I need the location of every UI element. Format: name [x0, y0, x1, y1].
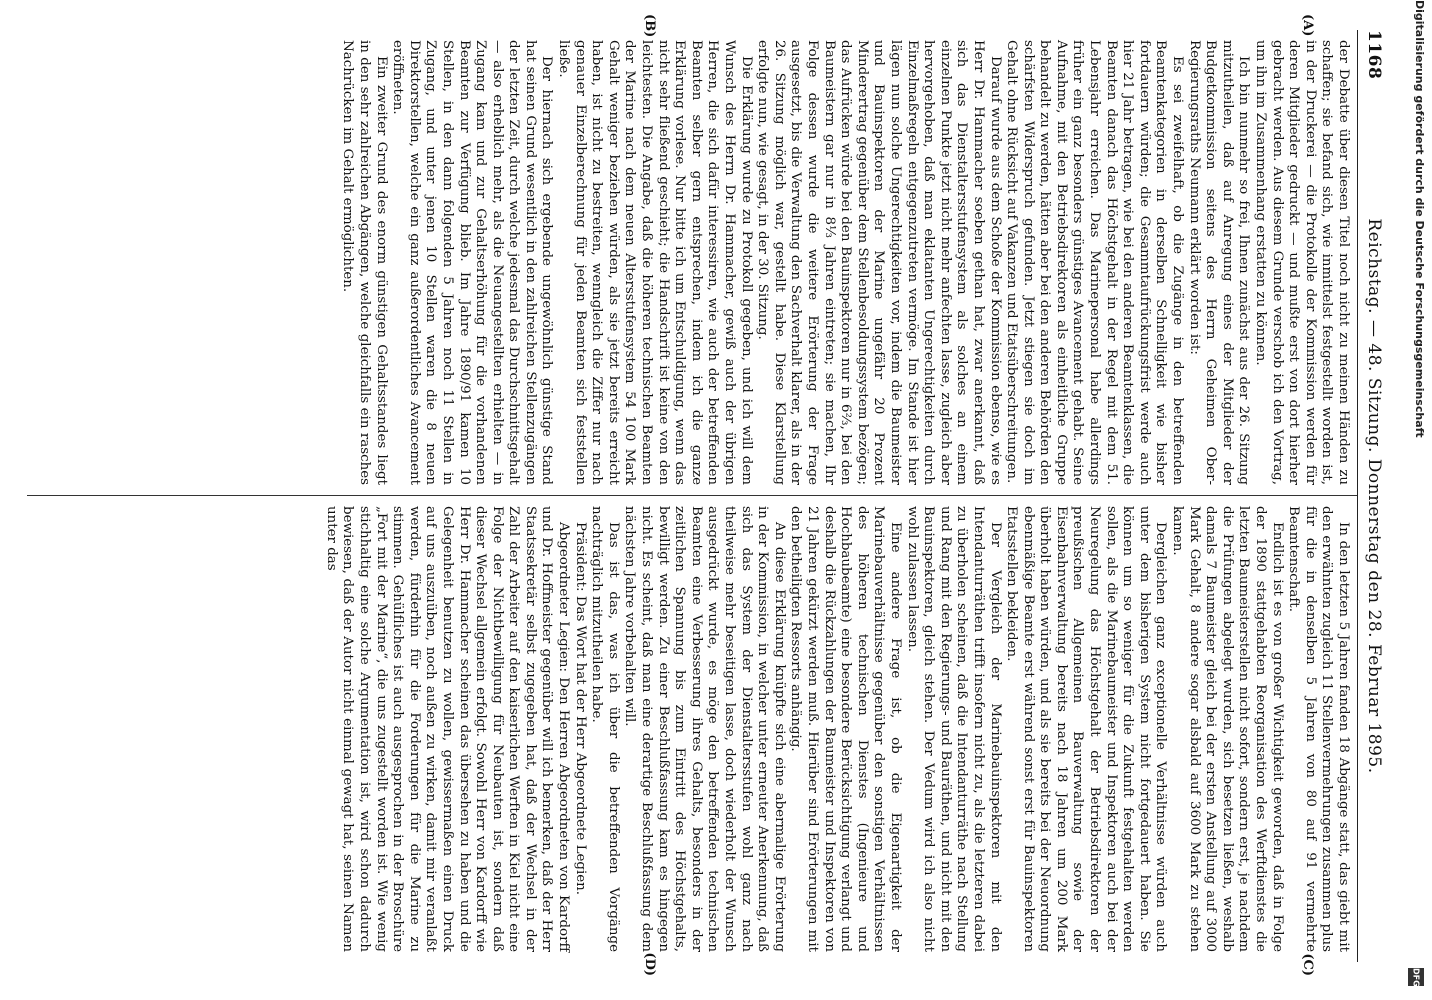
right-column	[27, 496, 1357, 962]
running-title: Reichstag. — 48. Sitzung. Donnerstag den 28. Februar 1895.	[1364, 218, 1384, 774]
paragraph: Ein zweiter Grund des enorm günstigen Gehaltsstandes liegt in den sehr zahlreichen Abgängen, welche gleichfalls ein rasches Nachrücken im Gehalt ermöglichten.	[340, 40, 389, 485]
page-header	[1357, 30, 1392, 962]
paragraph: Dergleichen ganz exceptionelle Verhältnisse würden auch unter dem bisherigen System nicht fortgedauert haben. Sie können um so weniger für die Zukunft festgehalten werden sollen, als die Marinebaumeister und Inspektoren auch bei der Neuregelung das Höchstgehalt der Betriebsdirektoren der preußischen Allgemeinen Bauverwaltung sowie der Eisenbahnverwaltung bereits nach 18 Jahren um 200 Mark überholt haben würden, und als sie bereits bei der Neuordnung ebenmäßige Beamte erst während sonst erst für Bauinspektoren Etatsstellen bekleiden.	[1004, 506, 1169, 952]
margin-marker-a: (A)	[1300, 14, 1315, 37]
digitization-credit	[1406, 0, 1426, 1000]
paragraph: der Debatte über diesen Titel noch nicht zu meinen Händen zu schaffen; sie befand sich, wie inmittelst festgestellt worden ist, in der Druckerei — die Protokolle der Kommission werden für deren Mitglieder gedruckt — und mußte erst von dort hierher gebracht werden. Aus diesem Grunde verschob ich den Vortrag, um ihn im Zusammenhang erstatten zu können.	[1253, 40, 1351, 485]
paragraph: An diese Erklärung knüpfte sich eine abermalige Erörterung in der Kommission, in welcher unter erneuter Anerkennung, daß sich das System der Dienstaltersstufen wohl ganz nach theilweise mehr beseitigen lasse, doch wiederholt der Wunsch ausgedrückt wurde, es möge den betreffenden technischen Beamten eine Verbesserung ihres Gehalts, besonders in der zeitlichen Spannung bis zum Eintritt des Höchstgehalts, bewilligt werden. Zu einer Beschlußfassung kam es hingegen nicht. Es scheint, daß man eine derartige Beschlußfassung dem nächsten Jahre vorbehalten will.	[622, 506, 787, 952]
paragraph: Darauf wurde aus dem Schoße der Kommission ebenso, wie es Herr Dr. Hammacher soeben gethan hat, zwar anerkannt, daß sich das Dienstaltersstufensystem als solches an einem einzelnen Punkte jetzt nicht mehr anfechten lasse, zugleich aber hervorgehoben, daß man eklatanten Ungerechtigkeiten durch Einzelmaßregeln entgegenzutreten vermöge. Im Stande ist hier lägen nun solche Ungerechtigkeiten vor, indem die Baumeister und Bauinspektoren der Marine ungefähr 20 Prozent Minderertrag gegenüber dem Stellenbesoldungssystem bezögen; das Aufrücken würde bei den Bauinspektoren nur in 6⅔, bei den Baumeistern gar nur in 8⅓ Jahren eintreten; sie machen, Ihr Folge dessen wurde die weitere Erörterung der Frage ausgesetzt, bis die Verwaltung den Sachverhalt klarer, als in der 26. Sitzung möglich war, gestellt habe. Diese Klarstellung erfolgte nun, wie gesagt, in der 30. Sitzung.	[755, 40, 1003, 485]
paragraph: Ich bin nunmehr so frei, Ihnen zunächst aus der 26. Sitzung mitzutheilen, daß auf Anregung eines der Mitglieder der Budgetkommission seitens des Herrn Geheimen Ober-Regierungsraths Neumann erklärt worden ist:	[1186, 40, 1252, 485]
margin-marker-b: (B)	[642, 14, 657, 38]
speaker-paragraph: Präsident: Das Wort hat der Herr Abgeordnete Legien.	[572, 522, 588, 896]
paragraph: Der hiernach sich ergebende ungewöhnlich günstige Stand hat seinen Grund wesentlich in den zahlreichen Stellenzugängen der letzten Zeit, durch welche jedesmal das Durchschnittsgehalt — also erheblich mehr, als die Neuangestellten erhielten — in Zugang kam und zur Gehaltserhöhung für die vorhandenen Beamten zur Verfügung blieb. Im Jahre 1890/91 kamen 10 Stellen, in den dann folgenden 5 Jahren noch 11 Stellen in Zugang, und unter jenen 10 Stellen waren die 8 neuen Direktorstellen, welche ein ganz außerordentliches Avancement eröffneten.	[390, 40, 555, 485]
margin-marker-d: (D)	[642, 952, 657, 976]
paragraph: Die Erklärung wurde zu Protokoll gegeben, und ich will dem Wunsch des Herrn Dr. Hammacher, gewiß auch der übrigen Herren, die sich dafür interessiren, wie auch der betreffenden Beamten selber gern entsprechen, indem ich die ganze Erklärung vorlese. Nur bitte ich um Entschuldigung, wenn das nicht sehr fließend geschieht; die Handschrift ist keine von den leichtesten. Die Angabe, daß die höheren technischen Beamten der Marine nach dem neuen Altersstufensystem 54 100 Mark Gehalt weniger beziehen würden, als sie jetzt bereits erreicht haben, ist nicht zu bestreiten, wenngleich die Ziffer nur nach genauer Einzelberechnung für jeden Beamten sich feststellen ließe.	[556, 40, 754, 485]
text-columns	[27, 14, 1357, 976]
document-page	[0, 12, 1400, 976]
paragraph: Der Vergleich der Marinebauinspektoren mit den Intendanturräthen trifft insofern nicht zu, als die letzteren dabei zu überholen scheinen, daß die Intendanturräthe nach Stellung und Rang mit den Regierungs- und Bauräthen, und nicht mit den Bauinspektoren, gleich stehen. Der Vedum wird ich also nicht wohl zulassen lassen.	[904, 506, 1003, 952]
page-number: 1168	[1364, 30, 1384, 80]
paragraph: Das ist das, was ich über die betreffenden Vorgänge nachträglich mitzutheilen habe.	[589, 506, 621, 952]
left-column	[27, 30, 1357, 496]
dfg-logo: DFG	[1408, 968, 1424, 986]
paragraph: Eine andere Frage ist, ob die Eigenartigkeit der Marinebauverhältnisse gegenüber den sonstigen Verhältnissen des höheren technischen Dienstes (Ingenieure und Hochbaubeamte) eine besondere Berücksichtigung verlangt und deshalb die Rückzahlungen der Baumeister und Inspektoren von 21 Jahren gekürzt werden muß. Hierüber sind Erörterungen mit den betheiligten Ressorts anhängig.	[788, 506, 903, 952]
paragraph: In den letzten 5 Jahren fanden 18 Abgänge statt, das giebt mit den erwähnten zugleich 11 Stellenvermehrungen zusammen plus für die in denselben 5 Jahren von 80 auf 91 vermehrte Beamtenschaft.	[1286, 506, 1351, 952]
speaker-paragraph: Abgeordneter Legien: Den Herren Abgeordneten von Kardorff und Dr. Hoffmeister gegenüber will ich bemerken, daß der Herr Staatssekretär selbst zugegeben hat, daß der Wechsel in der Zahl der Arbeiter auf den kaiserlichen Werften in Kiel nicht eine Folge der Nichtbewilligung für Neubauten ist, sondern daß dieser Wechsel allgemein erfolgt. Sowohl Herr von Kardorff wie Herr Dr. Hammacher scheinen das übersehen zu haben und die Gelegenheit benutzen zu wollen, gewissermaßen einen Druck auf uns auszuüben, noch außen zu wirken, damit mir veranlaßt werden, fürderhin für die Forderungen für die Marine zu stimmen. Gehülfliches ist auch ausgesprochen in der Broschüre „Fort mit der Marine“, die uns zugestellt worden ist. Wie wenig stichhaltig eine solche Argumentation ist, wird schon dadurch bewiesen, daß der Autor nicht einmal gewagt hat, seinen Namen unter das	[323, 506, 572, 952]
paragraph: Endlich ist es von großer Wichtigkeit geworden, daß in Folge der 1890 stattgehabten Reorganisation des Werftdienstes die letzten Baumeisterstellen nicht sofort, sondern erst, je nachdem die Prüfungen abgelegt wurden, sich besetzen ließen, weshalb damals 7 Baumeister gleich bei der ersten Anstellung auf 3000 Mark Gehalt, 8 andere sogar alsbald auf 3600 Mark zu stehen kamen.	[1170, 506, 1285, 952]
margin-marker-c: (C)	[1300, 953, 1315, 976]
credit-text: Digitalisierung gefördert durch die Deutsche Forschungsgemeinschaft	[1413, 0, 1426, 438]
paragraph: Es sei zweifelhaft, ob die Zugänge in den betreffenden Beamtenkategorien in derselben Schnelligkeit wie bisher fortdauern würden; die Gesammtaufrückungsfrist werde auch hier 21 Jahr betragen, wie bei den anderen Beamtenklassen, die Beamten danach das Höchstgehalt in der Regel mit dem 51. Lebensjahr erreichen. Das Marinepersonal habe allerdings früher ein ganz besonders günstiges Avancement gehabt. Seine Aufnahme, mit den Betriebsdirektoren als einheitliche Gruppe behandelt zu werden, hätten aber bei den anderen Behörden den schärfsten Widerspruch gefunden. Jetzt stiegen sie doch im Gehalt ohne Rücksicht auf Vakanzen und Etatsüberschreitungen.	[1004, 40, 1186, 485]
